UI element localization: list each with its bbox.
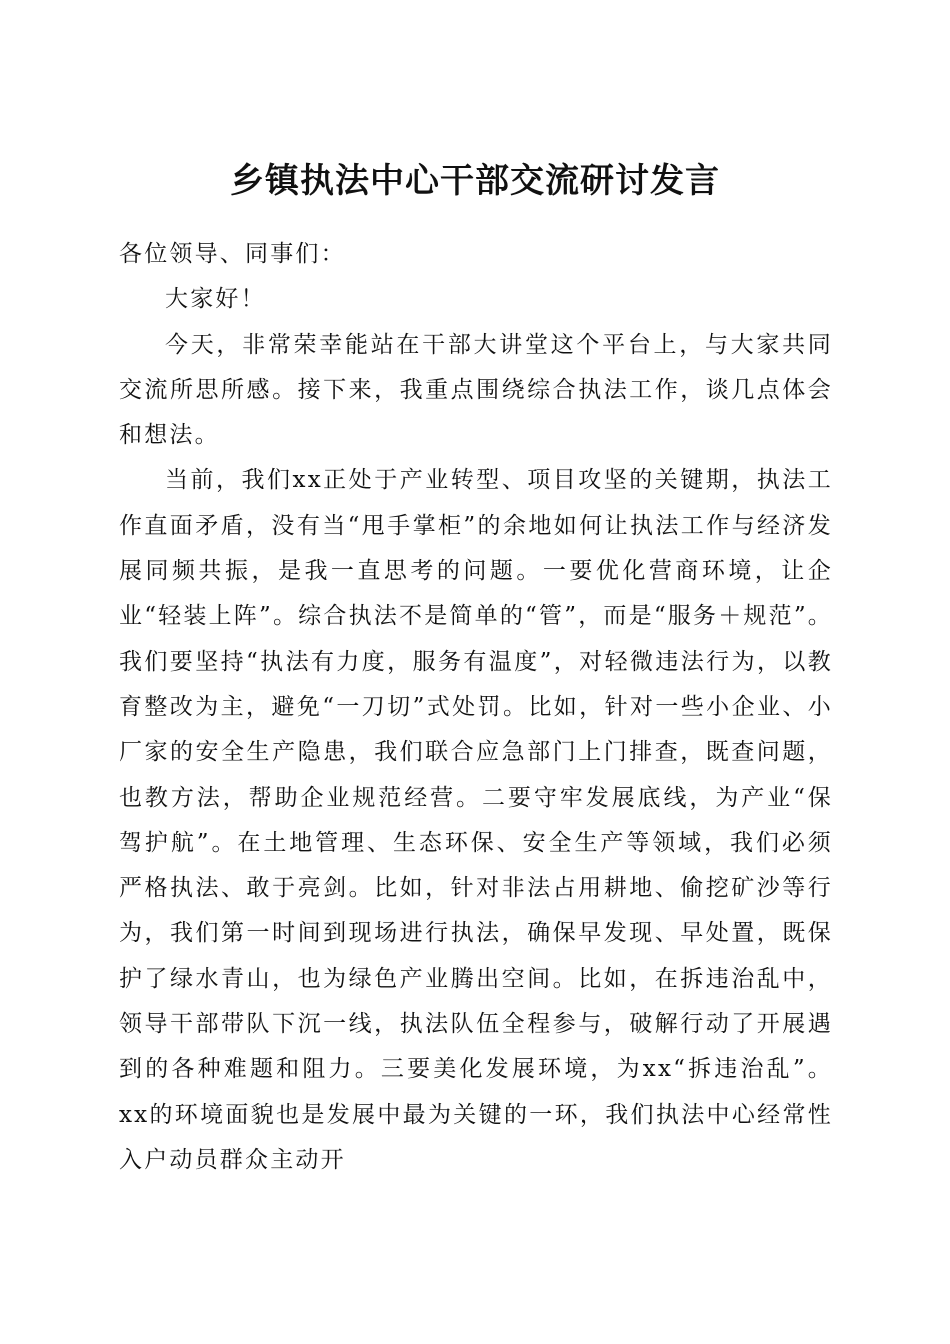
document-title: 乡镇执法中心干部交流研讨发言 [230,160,720,201]
document-body [119,232,833,1183]
salutation: 各位领导、同事们： [119,241,346,267]
paragraph-main: 当前，我们xx正处于产业转型、项目攻坚的关键期，执法工作直面矛盾，没有当“甩手掌柜”的余地如何让执法工作与经济发展同频共振，是我一直思考的问题。一要优化营商环境，让企业“轻装上阵”。综合执法不是简单的“管”，而是“服务＋规范”。我们要坚持“执法有力度，服务有温度”，对轻微违法行为，以教育整改为主，避免“一刀切”式处罚。比如，针对一些小企业、小厂家的安全生产隐患，我们联合应急部门上门排查，既查问题，也教方法，帮助企业规范经营。二要守牢发展底线，为产业“保驾护航”。在土地管理、生态环保、安全生产等领域，我们必须严格执法、敢于亮剑。比如，针对非法占用耕地、偷挖矿沙等行为，我们第一时间到现场进行执法，确保早发现、早处置，既保护了绿水青山，也为绿色产业腾出空间。比如，在拆违治乱中，领导干部带队下沉一线，执法队伍全程参与，破解行动了开展遇到的各种难题和阻力。三要美化发展环境，为xx“拆违治乱”。xx的环境面貌也是发展中最为关键的一环，我们执法中心经常性入户动员群众主动开 [119,467,833,1173]
paragraph-intro: 今天，非常荣幸能站在干部大讲堂这个平台上，与大家共同交流所思所感。接下来，我重点围绕综合执法工作，谈几点体会和想法。 [119,331,833,449]
paragraph-greeting: 大家好！ [165,286,266,313]
